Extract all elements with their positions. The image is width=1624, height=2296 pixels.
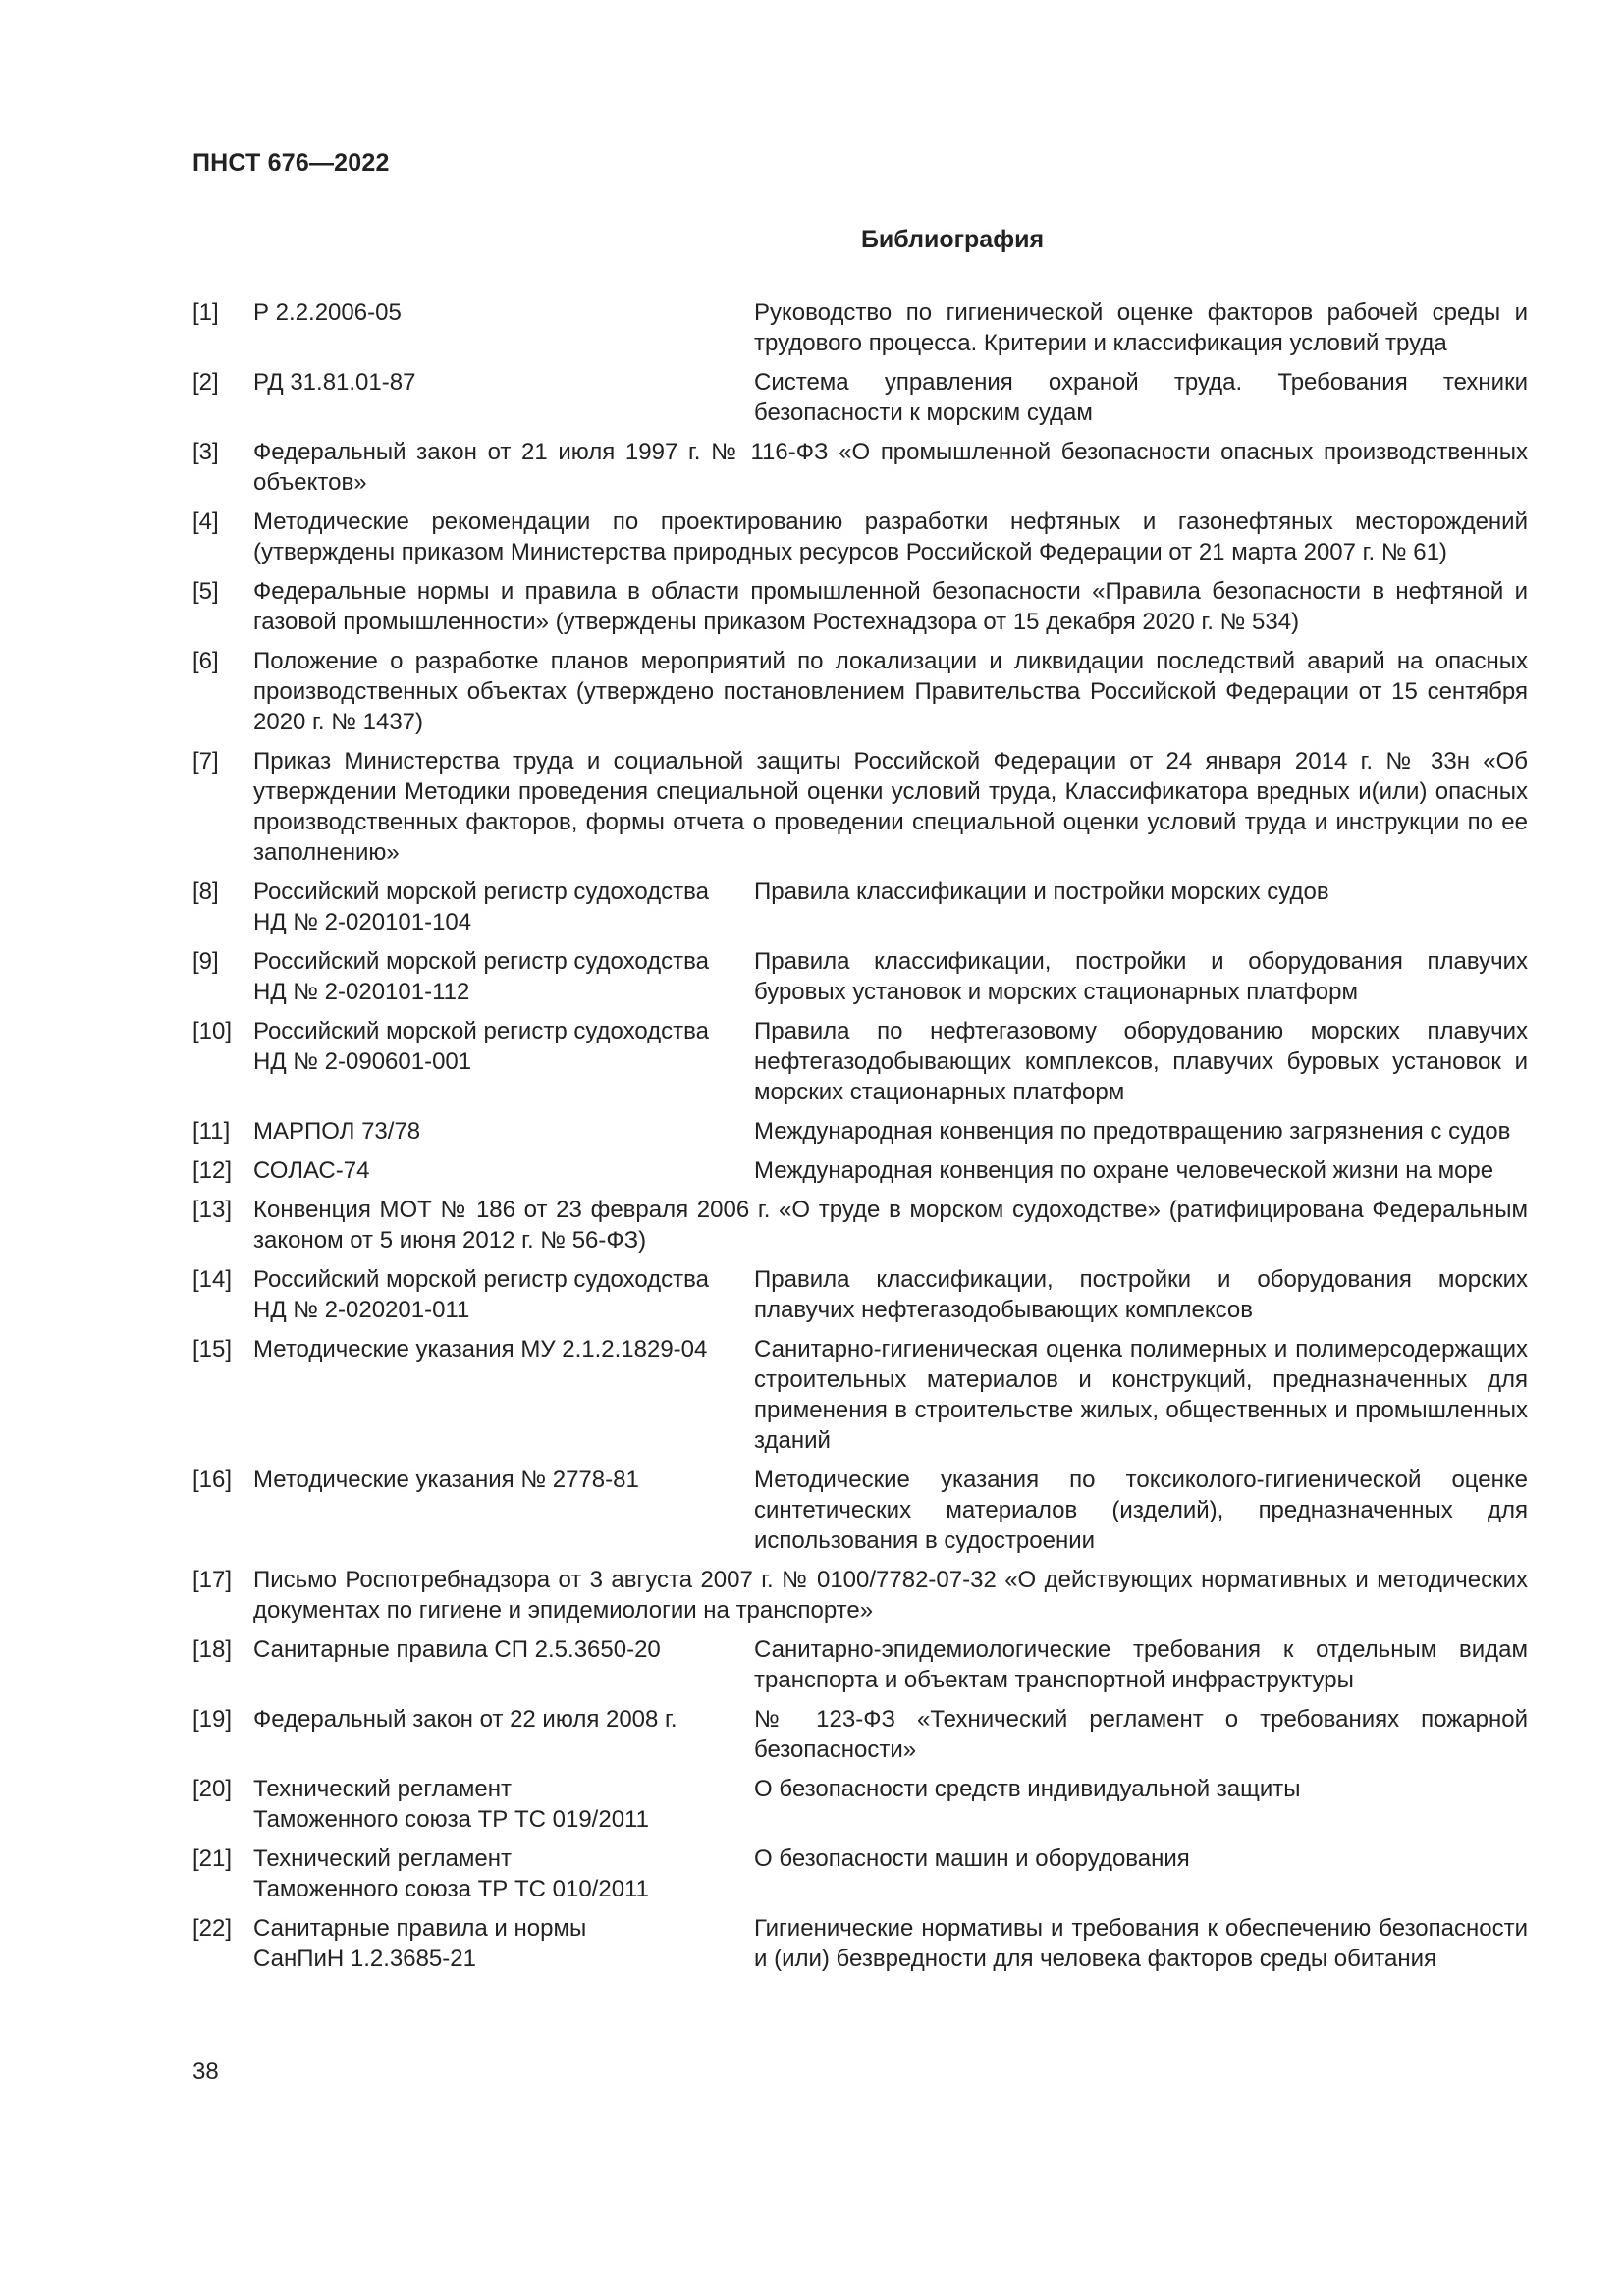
entry-designation [253, 1843, 754, 1904]
entry-full-text: Конвенция МОТ № 186 от 23 февраля 2006 г. «О труде в морском судоходстве» (ратифицирована Федеральным законом от 5 июня 2012 г. № 56-ФЗ) [253, 1197, 1528, 1254]
bibliography-entry [192, 1334, 1528, 1456]
entry-title: № 123-ФЗ «Технический регламент о требованиях пожарной безопасности» [754, 1706, 1528, 1763]
entry-body [253, 1565, 1528, 1626]
entry-title: Правила классификации, постройки и оборудования морских плавучих нефтегазодобывающих комплексов [754, 1266, 1528, 1323]
entry-designation [253, 1774, 754, 1835]
entry-body [253, 576, 1528, 637]
designation-line: НД № 2-020101-104 [253, 909, 472, 935]
bibliography-entry [192, 1774, 1528, 1835]
designation-line: Санитарные правила и нормы [253, 1915, 587, 1942]
entry-body [253, 1634, 1528, 1695]
entry-number: [20] [192, 1776, 233, 1802]
designation-line: Р 2.2.2006-05 [253, 299, 402, 326]
designation-line: РД 31.81.01-87 [253, 369, 416, 396]
designation-line: МАРПОЛ 73/78 [253, 1118, 421, 1145]
designation-line: Российский морской регистр судоходства [253, 1018, 710, 1044]
designation-line: НД № 2-090601-001 [253, 1048, 472, 1075]
entry-body [253, 1195, 1528, 1255]
entry-body [253, 877, 1528, 937]
bibliography-entry [192, 1195, 1528, 1255]
page-number: 38 [192, 2058, 219, 2085]
entry-number: [21] [192, 1845, 233, 1872]
designation-line: Методические указания № 2778-81 [253, 1467, 639, 1493]
entry-designation [253, 1704, 754, 1765]
entry-body [253, 946, 1528, 1007]
entry-body [253, 1465, 1528, 1556]
entry-body [253, 1334, 1528, 1456]
entry-number: [4] [192, 508, 219, 535]
bibliography-entry [192, 1565, 1528, 1626]
entry-body [253, 1774, 1528, 1835]
entry-body [253, 1704, 1528, 1765]
entry-number: [14] [192, 1266, 233, 1293]
entry-designation [253, 877, 754, 937]
designation-line: НД № 2-020201-011 [253, 1297, 470, 1323]
bibliography-entry [192, 507, 1528, 567]
bibliography-entry [192, 297, 1528, 358]
bibliography-list [192, 297, 1528, 1983]
designation-line: Федеральный закон от 22 июля 2008 г. [253, 1706, 677, 1733]
entry-title: Международная конвенция по предотвращению загрязнения с судов [754, 1118, 1511, 1145]
bibliography-entry [192, 746, 1528, 868]
designation-line: Технический регламент [253, 1845, 512, 1872]
entry-title: О безопасности средств индивидуальной защиты [754, 1776, 1301, 1802]
bibliography-entry [192, 437, 1528, 498]
entry-number: [8] [192, 879, 219, 905]
entry-title: Гигиенические нормативы и требования к обеспечению безопасности и (или) безвредности для человека факторов среды обитания [754, 1915, 1528, 1972]
bibliography-entry [192, 1116, 1528, 1147]
entry-number: [1] [192, 299, 219, 326]
entry-title: Международная конвенция по охране человеческой жизни на море [754, 1157, 1494, 1184]
entry-full-text: Письмо Роспотребнадзора от 3 августа 2007 г. № 0100/7782-07-32 «О действующих нормативных и методических документах по гигиене и эпидемиологии на транспорте» [253, 1567, 1528, 1624]
entry-title: Система управления охраной труда. Требования техники безопасности к морским судам [754, 369, 1528, 426]
bibliography-entry [192, 1913, 1528, 1974]
entry-body [253, 367, 1528, 428]
entry-number: [13] [192, 1197, 233, 1223]
entry-number: [7] [192, 748, 219, 774]
bibliography-entry [192, 946, 1528, 1007]
entry-body [253, 507, 1528, 567]
bibliography-entry [192, 576, 1528, 637]
bibliography-entry [192, 877, 1528, 937]
designation-line: Таможенного союза ТР ТС 010/2011 [253, 1876, 649, 1902]
entry-title: Санитарно-эпидемиологические требования к отдельным видам транспорта и объектам транспортной инфраструктуры [754, 1636, 1528, 1693]
entry-title: Правила по нефтегазовому оборудованию морских плавучих нефтегазодобывающих комплексов, плавучих буровых установок и морских стационарных платформ [754, 1018, 1528, 1105]
bibliography-entry [192, 1704, 1528, 1765]
bibliography-entry [192, 1465, 1528, 1556]
entry-full-text: Методические рекомендации по проектированию разработки нефтяных и газонефтяных месторождений (утверждены приказом Министерства природных ресурсов Российской Федерации от 21 марта 2007 г. № 61) [253, 508, 1528, 565]
bibliography-entry [192, 1843, 1528, 1904]
entry-number: [11] [192, 1118, 231, 1145]
designation-line: Таможенного союза ТР ТС 019/2011 [253, 1806, 649, 1833]
entry-number: [15] [192, 1336, 233, 1362]
entry-full-text: Федеральный закон от 21 июля 1997 г. № 116-ФЗ «О промышленной безопасности опасных производственных объектов» [253, 439, 1528, 496]
entry-number: [18] [192, 1636, 233, 1663]
designation-line: Методические указания МУ 2.1.2.1829-04 [253, 1336, 708, 1362]
entry-body [253, 297, 1528, 358]
bibliography-entry [192, 1155, 1528, 1186]
entry-number: [22] [192, 1915, 233, 1942]
entry-number: [5] [192, 578, 219, 605]
entry-number: [16] [192, 1467, 233, 1493]
entry-body [253, 646, 1528, 737]
entry-body [253, 1843, 1528, 1904]
entry-designation [253, 1155, 754, 1186]
entry-designation [253, 1116, 754, 1147]
entry-designation [253, 297, 754, 358]
bibliography-entry [192, 1264, 1528, 1325]
bibliography-entry [192, 367, 1528, 428]
designation-line: Санитарные правила СП 2.5.3650-20 [253, 1636, 661, 1663]
entry-title: Руководство по гигиенической оценке факторов рабочей среды и трудового процесса. Критерии и классификация условий труда [754, 299, 1528, 356]
document-code: ПНСТ 676—2022 [192, 149, 390, 177]
entry-body [253, 1264, 1528, 1325]
entry-designation [253, 1465, 754, 1556]
entry-designation [253, 367, 754, 428]
entry-number: [10] [192, 1018, 233, 1044]
entry-designation [253, 1634, 754, 1695]
entry-designation [253, 946, 754, 1007]
entry-body [253, 1016, 1528, 1107]
entry-number: [2] [192, 369, 219, 396]
entry-title: Санитарно-гигиеническая оценка полимерных и полимерсодержащих строительных материалов и конструкций, предназначенных для применения в строительстве жилых, общественных и промышленных зданий [754, 1336, 1528, 1454]
bibliography-entry [192, 1634, 1528, 1695]
designation-line: Российский морской регистр судоходства [253, 1266, 710, 1293]
entry-title: Правила классификации и постройки морских судов [754, 879, 1329, 905]
entry-title: О безопасности машин и оборудования [754, 1845, 1190, 1872]
designation-line: СОЛАС-74 [253, 1157, 370, 1184]
entry-number: [3] [192, 439, 219, 465]
entry-designation [253, 1264, 754, 1325]
entry-designation [253, 1913, 754, 1974]
entry-body [253, 1155, 1528, 1186]
entry-designation [253, 1334, 754, 1456]
entry-number: [19] [192, 1706, 233, 1733]
entry-body [253, 1116, 1528, 1147]
bibliography-entry [192, 1016, 1528, 1107]
entry-full-text: Приказ Министерства труда и социальной защиты Российской Федерации от 24 января 2014 г. № 33н «Об утверждении Методики проведения специальной оценки условий труда, Классификатора вредных и(или) опасных производственных факторов, формы отчета о проведении специальной оценки условий труда и инструкции по ее заполнению» [253, 748, 1528, 866]
entry-number: [9] [192, 948, 219, 975]
entry-full-text: Положение о разработке планов мероприятий по локализации и ликвидации последствий аварий на опасных производственных объектах (утверждено постановлением Правительства Российской Федерации от 15 сентября 2020 г. № 1437) [253, 648, 1528, 735]
entry-designation [253, 1016, 754, 1107]
entry-body [253, 1913, 1528, 1974]
entry-body [253, 746, 1528, 868]
bibliography-entry [192, 646, 1528, 737]
entry-title: Правила классификации, постройки и оборудования плавучих буровых установок и морских стационарных платформ [754, 948, 1528, 1005]
entry-body [253, 437, 1528, 498]
designation-line: Российский морской регистр судоходства [253, 879, 710, 905]
entry-number: [17] [192, 1567, 233, 1593]
entry-full-text: Федеральные нормы и правила в области промышленной безопасности «Правила безопасности в нефтяной и газовой промышленности» (утверждены приказом Ростехнадзора от 15 декабря 2020 г. № 534) [253, 578, 1528, 635]
designation-line: Российский морской регистр судоходства [253, 948, 710, 975]
entry-number: [12] [192, 1157, 233, 1184]
entry-title: Методические указания по токсиколого-гигиенической оценке синтетических материалов (изделий), предназначенных для использования в судостроении [754, 1467, 1528, 1554]
designation-line: НД № 2-020101-112 [253, 979, 470, 1005]
designation-line: СанПиН 1.2.3685-21 [253, 1946, 476, 1972]
section-title: Библиография [860, 226, 1045, 253]
entry-number: [6] [192, 648, 219, 674]
designation-line: Технический регламент [253, 1776, 512, 1802]
